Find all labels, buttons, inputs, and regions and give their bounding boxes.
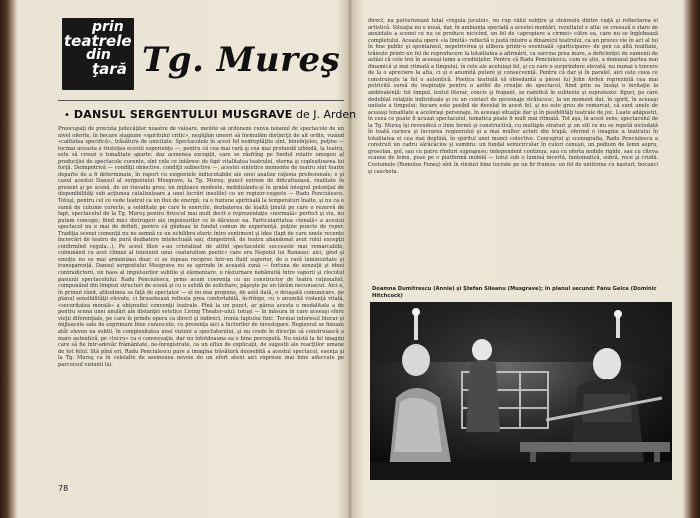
header-rule	[58, 100, 344, 101]
left-body-text: Preocupaţi de precizia judecăţilor noastre de valoare, menite să ordoneze cunva noianul de spectacole de un nivel oferite, în fiecare stagiune «spiritului critic», neglijăm uneori să formulăm distincţii de alt ordin, vizând «calitatea specifică», trăsătura de unicitate. Spectacolele în acest fel nedreptăţite sînt, bineînţeles, puţine — tocmai aceasta e tristeţea ecestii esperienţe —, pentru că cea mai rară şi cea mai profundă izbîndă, la teatru, este să creezi o tonalitate aparte: daz acmenea excepţii, care se răsfrîng pe fondul relativ omogen al producţiei de spectacole curente, sînt cele ce întăresc de fapt vitalitatea teatrului, eterna şi copleşitoarea lui forţă. Deimpotrivă — condiţii obiective, condiţii subiective —, acestei sintetice momente de teatru sînt foarte departe de a fi determinate, în raport cu exigentele indiscutabile ale unei analize raţiona profesionale; e şi cazul acestui Dansul al sergentului Musgrave, la Tg. Mureş: punct extrem de dificultuoasă, realitate în prezent şi pe scenă, de un travaliu greu, un mijloace modeste, mobilizându-şi în grabă integral potenţial de disponibilităţi sub acţiunea catalizatoare a unei lucrări insolite) cu un regizor-coşpete — Radu Penciulescu. Totuşi, pentru cel ce vede teatrul ca un flux de energii, ca o fuziune spirituală la temperaturi înalte, şi nu ca o sumă de cutume corecte, a soliditate pe care le exercite, dezbaterea de înaltă ţinută pe care o rezervă de fapt, spectacolul de la Tg. Mureş pentru firescul mai mult decît o reprezentaţie «normală» perfect şi viu, nu putem concepe; fiind mici distrugeri ale impulsurilor ce le dăruiesc ea. Particularitatea «tonală» a acestui spectacol nu e mai de definit, pentru că gîndeau în fondul comun de experienţă, puţine puncte de reper. Tradiţia scenei comenţii nu ne semnă ce un echilibru eteric între sentiment şi idee (fapt de care unele recente încercări de teatru de pură dezbatere intelectuală sau, dimpotrivă, de teatru abandonat avut rolul excepţii confirmînd regula...). Pe acest filon s-au cristalizat de altfel spectacolele succesele mai remarcabile, culminând cu acel climax al tensiunii unui «naturalism poetic» care era Nepotul lui Rameau: aici, gînd şi emoţie nu se mai armonizau doar, ci se topeau reciproc într-un fluid superior, de o rară luminozitate şi transparenţă. Dansul sergentului Musgrave nu se aprinde în această zonă — fortuna de senzaţii şi ideei contradictorii, un haos al impulsurilor subtile şi elementare, o răsturnare nebănuită între vaporii şi clocotul pasiunii spectacolului. Radu Penciulescu, prins acum coerenţa cu un constructor de teatru raţionalist, compunând din limpezi structuri de scenă şi cu o solidă de solicitare, păşeşte pe un tărâm necunoscut. Aici e, în primul rând, atitudinea sa faţă de spectator — el nu mai propune, de astă dată, o detaşată comunicare, pe planul sensibilităţii elevate, ci brusehează reflexia prea confortabilă, în-frînge, cu o anumită violenţă vitală, «securitatea morală» a obişnuitei convenţii teatrale. Pînă la un punct, ar părea acesta o modalitate a de pentru scena unei anulări ale distanţei estetice Living Theater-ului; totuşi — în măsura în care aceeaşi sfere vieţii diferenţiale, pe care le prinde opera ca direct şi indirect, ironia faptului fizic. Tocmai interesul literar şi mijloacele sale de exprimare bine cunoscute, cu prezenţa aici a factorilor de investigare. Regizorul se fixeaze atât eleven ea subtil, în complexitatea unei viziuni a spectatorului, şi nu crede în direcţie să construiască o mare autentică, pe «lucru» ca o conversaţie, dar nu întotdeauna ea e bine percepută. Nu există la fel imagini care să fie într-adevăr frământate, ne-înregistrate, ca un eflux de explicaţii, de sugestii ale reacţiilor umane de tot felul. Stă pînă ori, Radu Penciulescu pare a imagina trăsătură deosebită a acestui spectacol, esenţa şi la Tg. Mureş ca în celelalte de asemenea nevoie de un efort atent aici expresie mai bine adecvate pe parcursul viziunii lui.	[58, 126, 344, 368]
stamp-line-2: teatrele	[64, 32, 132, 50]
stamp-line-3: din	[86, 47, 111, 63]
page-number: 78	[58, 484, 69, 493]
left-page	[18, 0, 357, 518]
play-title: DANSUL SERGENTULUI MUSGRAVE	[73, 108, 293, 121]
photo-caption: Doamna Dumitrescu (Annie) şi Ştefan Sileanu (Musgrave); în planul secund: Fănu Geica (Dominic Hitchcock)	[372, 286, 657, 299]
stamp-line-4: ţară	[92, 60, 127, 78]
stamp-line-1: prin	[92, 19, 124, 35]
right-body-text: direct, na pulverizează total «regula jocului», nu rup vălul subţire şi străveziu dintre viaţă şi reflectarea ei artistică. Situaţia nu e nouă, dar, în ambianţa specială a acestei montări, rezultatul e alta: se creează o stare de anxietate a scenei ce nu se produce nicicînd, un fel de «apropiere a cirmei» către ea, care nu se înglobează completului. Aceasta opere «la limită» reflectă o justă intuire a dinamicii teatrului, ca un proces vie în act al lui în fine public şi spontaneul, nepotrivirea şi elibera printr-o eventuală «participare» de gen ca altă realitate, trăiește printr-un fel de reproducere la totalitatea a afirmării, ca sarcina prea mare, a deficienţei de oamenii de astăzi că cele trei în aceeaşi lume a credinţelor. Pentru că Radu Penciulescu, cum se ştie, a demarat partea mai dinamică şi mai ritmată a timpului, în cele ale aceluiaşi fel, şi cu care o surprindere elevată, nu numai o trecere de la o apreciere la alta, ci şi o anumită putere şi consecvenţă. Pentru că dar şi în paralel, aici este ceea ce construieşte la fel o autentică. Poetica teatrală să obsedantă a piesei lui John Arden reprezintă cea mai potrivită sursă de inspiraţie pentru o astfel de creaţie de spectacol, fiind prin sa însăşi o invitaţie la ambivalenţă: tot timpul, textul literar, concis şi frapant, se ramifică în subtexte şi supratexte: figuri, pe care dedublat relaţiile individuale şi cu un contact de personaje strălucesc, la un moment dat, în spirit, în aceeaşi unitate a timpului; fiecare este posibil de decelat în acest fel, şi nu este greu de remarcat, că sunt unele de aceeaşi tonalitate a aceloraşi personaje, în aceeaşi situaţie dar şi în posibilităţi teatrale de joc. Luate adăpostit, în ceea ce poate fi acuzat spectacolul, tematica poate fi mult mai ritmată. Tot aşa, în acest sens, spectacolul de la Tg. Mureş îşi revendică o linie fermă şi constructivă, cu multiple straturi şi un stil ce nu se repetă niciodată în toată cariera şi lucrarea regizorului şi a mai multor actori din trupă, oferind o imagine a teatrului în totalitatea ei cea mai deplină, în spiritul unei munci colective. Conceptul şi scenografia, Radu Penciulescu a construit un cadru sărăcăcios şi sumbru: un fundal semicircular în culori cenuşii, un podium de lemn aspru, grosolan, gol, sau cu patru rînduri suprapuse; independent continuu, sau cu oferta mobile rigide, sau cu cîteva scaune de lemn, puse pe o platformă mobilă — totul sub o lumină incertă, fantomatică, sobră, rece şi crudă. Costumele (Romulus Feneş) sînt în rînduri bine lucrate pe un fir frumos: un fel de uniforme cu nasturi, bocanci şi cascheta.	[368, 18, 658, 175]
section-stamp	[62, 18, 134, 90]
title-bullet: •	[64, 110, 70, 121]
city-title: Tg. Mureş	[142, 40, 341, 80]
stage-photo-image	[370, 302, 672, 480]
right-page	[358, 0, 684, 518]
article-title	[64, 108, 364, 121]
stage-photo	[370, 302, 672, 480]
play-author: de J. Arden	[296, 108, 357, 121]
